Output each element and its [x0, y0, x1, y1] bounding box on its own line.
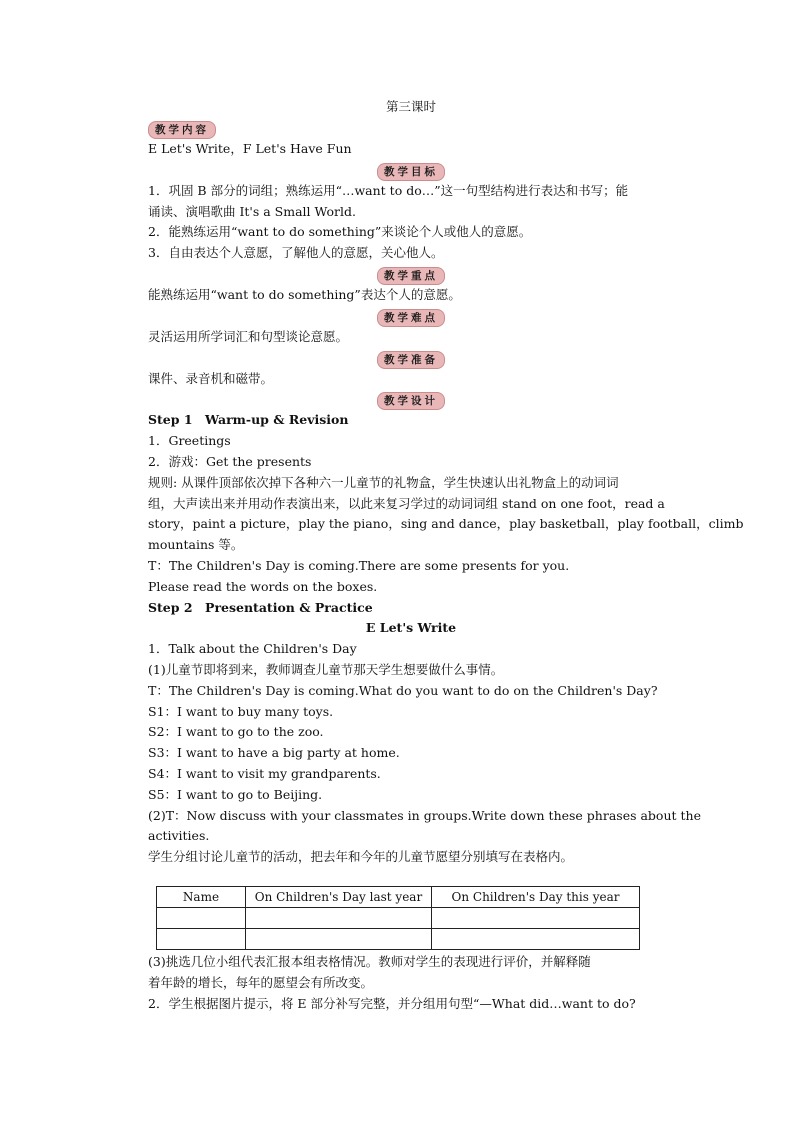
step2-line: 1．Talk about the Children's Day [148, 641, 357, 657]
page-title: 第三课时 [385, 99, 436, 114]
goal-line-3: 2．能熟练运用“want to do something”来谈论个人或他人的意愿。 [148, 224, 532, 240]
step1-line: 1．Greetings [148, 433, 231, 449]
table-cell[interactable] [432, 908, 640, 929]
key-text: 能熟练运用“want to do something”表达个人的意愿。 [148, 286, 461, 302]
step2-line: S4：I want to visit my grandparents. [148, 765, 381, 781]
table-header-row [157, 887, 640, 908]
content-text: E Let's Write，F Let's Have Fun [148, 141, 352, 156]
step1-line: 组，大声读出来并用动作表演出来，以此来复习学过的动词词组 stand on one foot，read a [148, 495, 665, 511]
after-line: 2．学生根据图片提示，将 E 部分补写完整，并分组用句型“—What did…want to do? [148, 995, 636, 1011]
step2-line: T：The Children's Day is coming.What do you want to do on the Children's Day? [148, 682, 658, 698]
section-badge-goals: 教学目标 [377, 163, 445, 181]
step2-line: activities. [148, 828, 210, 844]
step2-line: S2：I want to go to the zoo. [148, 724, 324, 740]
table-cell[interactable] [432, 929, 640, 950]
step2-line: S1：I want to buy many toys. [148, 703, 334, 719]
table-header-this-year: On Children's Day this year [432, 887, 640, 908]
step2-heading: Step 2 Presentation & Practice [148, 599, 373, 615]
step1-line: story，paint a picture，play the piano，sing and dance，play basketball，play football，climb [148, 516, 744, 532]
section-badge-difficult: 教学难点 [377, 309, 445, 327]
after-line: 着年龄的增长，每年的愿望会有所改变。 [148, 974, 374, 990]
step1-heading: Step 1 Warm-up & Revision [148, 412, 349, 428]
table-header-name: Name [157, 887, 246, 908]
table-header-last-year: On Children's Day last year [246, 887, 432, 908]
step2-line: (2)T：Now discuss with your classmates in groups.Write down these phrases about the [148, 807, 701, 823]
step2-line: S3：I want to have a big party at home. [148, 745, 400, 761]
step2-subheading: E Let's Write [365, 620, 457, 636]
goal-line-2: 诵读、演唱歌曲 It's a Small World. [148, 203, 356, 219]
document-page [148, 96, 744, 868]
difficult-text: 灵活运用所学词汇和句型谈论意愿。 [148, 328, 349, 344]
table-row [157, 929, 640, 950]
table-cell[interactable] [157, 929, 246, 950]
section-badge-prep: 教学准备 [377, 351, 445, 369]
step2-line: 学生分组讨论儿童节的活动，把去年和今年的儿童节愿望分别填写在表格内。 [148, 849, 574, 865]
goal-line-1: 1．巩固 B 部分的词组；熟练运用“…want to do…”这一句型结构进行表达和书写；能 [148, 182, 629, 198]
section-badge-content: 教学内容 [148, 121, 216, 139]
table-cell[interactable] [246, 908, 432, 929]
wish-table [156, 886, 640, 950]
step1-line: 2．游戏：Get the presents [148, 453, 312, 469]
table-cell[interactable] [246, 929, 432, 950]
prep-text: 课件、录音机和磁带。 [148, 370, 274, 386]
section-badge-key: 教学重点 [377, 267, 445, 285]
step1-line: mountains 等。 [148, 537, 244, 553]
section-badge-design: 教学设计 [377, 392, 445, 410]
table-cell[interactable] [157, 908, 246, 929]
after-line: (3)挑选几位小组代表汇报本组表格情况。教师对学生的表现进行评价，并解释随 [148, 954, 591, 969]
after-table-text [148, 952, 674, 1014]
step2-line: S5：I want to go to Beijing. [148, 786, 323, 802]
step1-line: T：The Children's Day is coming.There are some presents for you. [148, 557, 570, 573]
table-row [157, 908, 640, 929]
step1-line: 规则: 从课件顶部依次掉下各种六一儿童节的礼物盒，学生快速认出礼物盒上的动词词 [148, 474, 619, 490]
step2-line: (1)儿童节即将到来，教师调查儿童节那天学生想要做什么事情。 [148, 661, 504, 677]
step1-line: Please read the words on the boxes. [148, 578, 378, 594]
goal-line-4: 3．自由表达个人意愿，了解他人的意愿，关心他人。 [148, 245, 444, 261]
